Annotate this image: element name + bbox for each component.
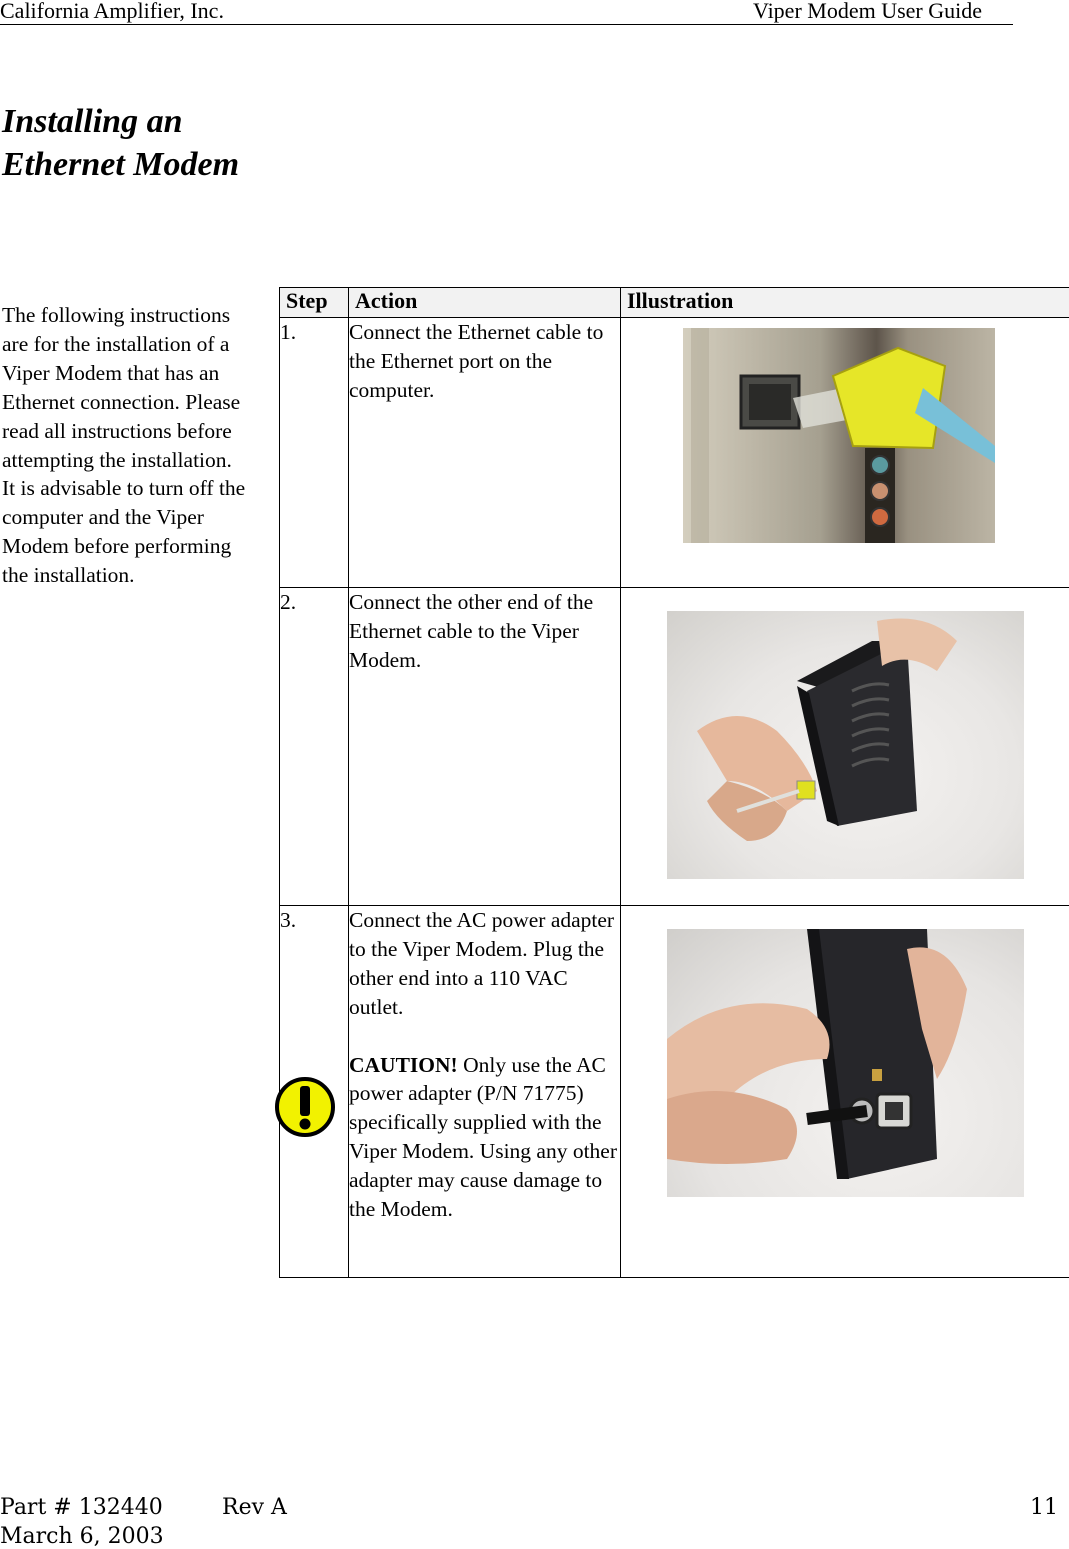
page-title-line-1: Installing an	[2, 103, 183, 140]
caution-text: Only use the AC power adapter (P/N 71775) specifically supplied with the Viper Modem. Using any other adapter may cause damage to the Modem.	[349, 1052, 618, 1222]
step-number-cell	[280, 906, 349, 1278]
exclamation-warning-icon	[272, 1074, 338, 1140]
header-guide-title: Viper Modem User Guide	[753, 0, 983, 23]
spacer	[349, 1022, 620, 1051]
footer-page-number: 11	[1030, 1495, 1058, 1520]
step-action-cell	[349, 906, 621, 1278]
table-row	[280, 906, 1069, 1278]
table-row	[280, 318, 1069, 588]
step-action: Connect the Ethernet cable to the Ethernet port on the computer.	[349, 318, 621, 588]
step-illustration	[621, 318, 1069, 588]
steps-table	[279, 287, 1069, 1278]
column-header-illustration: Illustration	[621, 288, 1069, 318]
footer-date: March 6, 2003	[0, 1524, 164, 1549]
step-illustration	[621, 588, 1069, 906]
step-number: 1.	[280, 318, 349, 588]
footer-part-number: Part # 132440	[0, 1495, 163, 1520]
page-title	[2, 100, 239, 186]
step-illustration	[621, 906, 1069, 1278]
step-action: Connect the AC power adapter to the Viper Modem. Plug the other end into a 110 VAC outlet.	[349, 908, 615, 1019]
table-header-row	[280, 288, 1069, 318]
page-title-line-2: Ethernet Modem	[2, 146, 240, 183]
header-company: California Amplifier, Inc.	[0, 0, 224, 23]
caution-note	[349, 1051, 620, 1224]
footer-revision: Rev A	[222, 1495, 287, 1520]
step-number: 3.	[280, 908, 297, 932]
table-row	[280, 588, 1069, 906]
modem-ethernet-photo	[667, 611, 1024, 879]
intro-paragraph: The following instructions are for the installation of a Viper Modem that has an Ethernet connection. Please read all instructions before attempting the installation. It is advisable to turn off the computer and the Viper Modem before performing the installation.	[2, 303, 246, 588]
ethernet-port-photo	[683, 328, 995, 543]
column-header-step: Step	[280, 288, 349, 318]
column-header-action: Action	[349, 288, 621, 318]
header-rule	[0, 24, 1013, 25]
caution-label: CAUTION!	[349, 1052, 458, 1077]
step-action: Connect the other end of the Ethernet cable to the Viper Modem.	[349, 588, 621, 906]
modem-power-photo	[667, 929, 1024, 1197]
step-number: 2.	[280, 588, 349, 906]
